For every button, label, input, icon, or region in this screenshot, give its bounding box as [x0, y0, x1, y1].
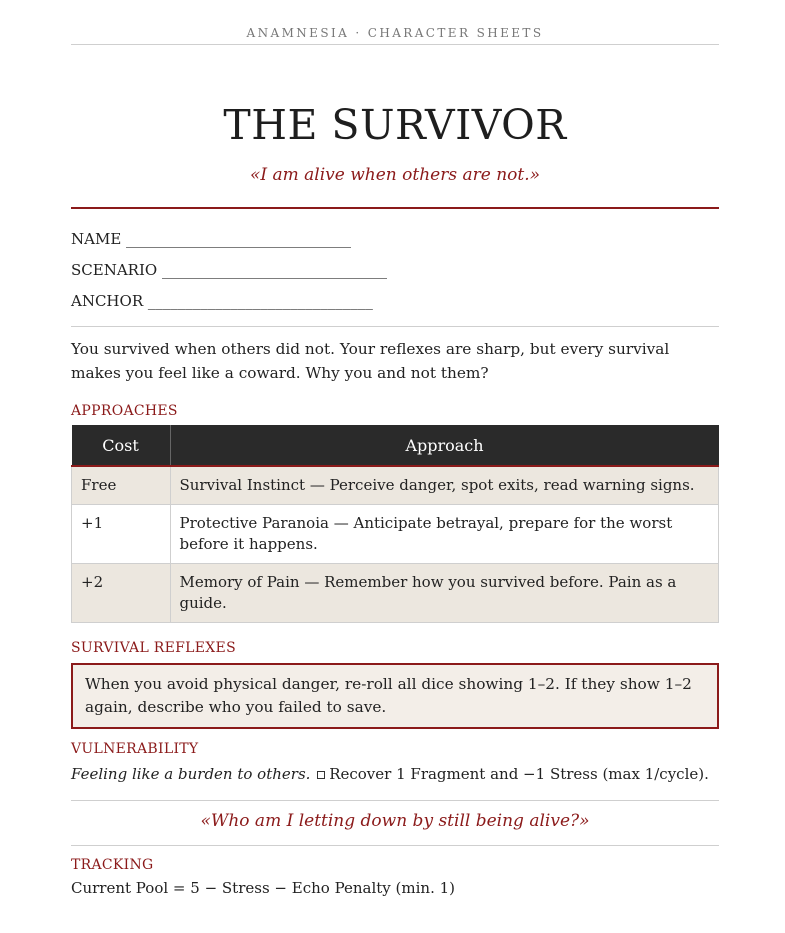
header-label: ANAMNESIA · CHARACTER SHEETS: [71, 26, 719, 45]
table-row: [72, 466, 719, 505]
character-sheet: [71, 26, 719, 897]
approach-cell: Protective Paranoia — Anticipate betrayal, prepare for the worst before it happens.: [170, 505, 719, 564]
divider-red: [71, 207, 719, 209]
reflexes-title: SURVIVAL REFLEXES: [71, 640, 236, 656]
cost-column-header: Cost: [72, 425, 171, 466]
vulnerability-trigger: Feeling like a burden to others.: [71, 765, 311, 783]
intro-text: You survived when others did not. Your reflexes are sharp, but every survival makes you feel like a coward. Why you and not them?: [71, 340, 670, 382]
closing-quote: «Who am I letting down by still being alive?»: [200, 811, 590, 831]
table-header-row: [72, 425, 719, 466]
cost-cell: Free: [72, 466, 171, 505]
table-row: [72, 505, 719, 564]
approach-column-header: Approach: [170, 425, 719, 466]
vulnerability-text: [71, 763, 719, 785]
tracking-text: Current Pool = 5 − Stress − Echo Penalty (min. 1): [71, 879, 456, 897]
vulnerability-effect: Recover 1 Fragment and −1 Stress (max 1/cycle).: [329, 765, 709, 783]
approaches-table: [71, 425, 719, 623]
cost-cell: +2: [72, 564, 171, 623]
tracking-title: TRACKING: [71, 857, 154, 873]
reflexes-box: When you avoid physical danger, re-roll all dice showing 1–2. If they show 1–2 again, describe who you failed to save.: [71, 663, 719, 729]
checkbox-icon[interactable]: [317, 771, 325, 779]
table-row: [72, 564, 719, 623]
approach-cell: Memory of Pain — Remember how you survived before. Pain as a guide.: [170, 564, 719, 623]
approach-cell: Survival Instinct — Perceive danger, spot exits, read warning signs.: [170, 466, 719, 505]
scenario-field[interactable]: SCENARIO ______________________________: [71, 261, 387, 279]
name-field[interactable]: NAME ______________________________: [71, 230, 352, 248]
divider: [71, 326, 719, 327]
page-title: THE SURVIVOR: [223, 101, 567, 149]
divider: [71, 845, 719, 846]
anchor-field[interactable]: ANCHOR ______________________________: [71, 292, 373, 310]
cost-cell: +1: [72, 505, 171, 564]
character-fields: [71, 224, 719, 317]
approaches-title: APPROACHES: [71, 403, 178, 419]
divider: [71, 800, 719, 801]
tagline: «I am alive when others are not.»: [249, 165, 541, 185]
vulnerability-title: VULNERABILITY: [71, 741, 199, 757]
